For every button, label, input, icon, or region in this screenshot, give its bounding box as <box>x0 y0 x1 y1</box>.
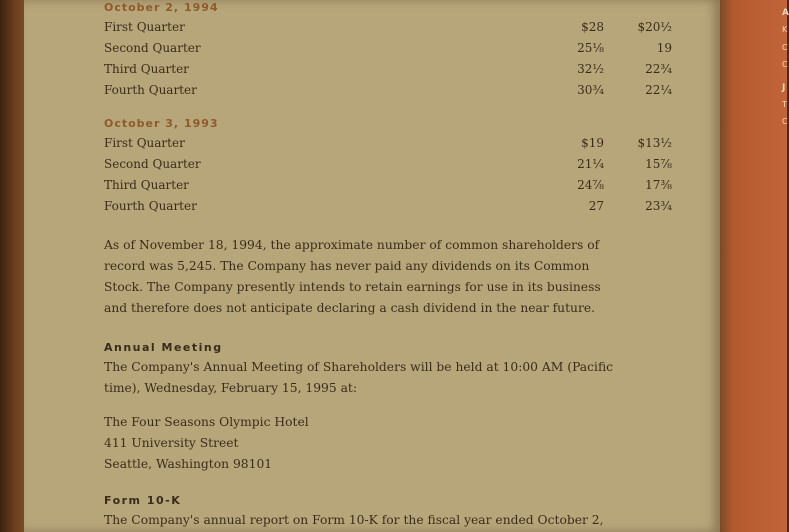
quarter-label: Third Quarter <box>104 62 189 76</box>
high-price: $19 <box>581 136 604 150</box>
adjacent-letter: J <box>782 83 786 93</box>
address-line: 411 University Street <box>104 436 239 450</box>
low-price: 19 <box>656 41 672 55</box>
high-price: 24⅞ <box>577 178 604 192</box>
quarter-label: Second Quarter <box>104 157 201 171</box>
low-price: 15⅞ <box>645 157 672 171</box>
quarter-label: First Quarter <box>104 20 185 34</box>
adjacent-letter: C <box>782 117 788 126</box>
quarter-label: First Quarter <box>104 136 185 150</box>
fiscal-1993-heading: October 3, 1993 <box>104 117 219 130</box>
adjacent-letter: C <box>782 43 788 52</box>
left-page-edge <box>0 0 24 532</box>
quarter-label: Third Quarter <box>104 178 189 192</box>
low-price: $13½ <box>637 136 672 150</box>
table-row <box>104 20 674 38</box>
quarter-label: Fourth Quarter <box>104 83 197 97</box>
form-10k-paragraph <box>104 510 674 531</box>
form-10k-heading: Form 10-K <box>104 494 182 507</box>
address-line: The Four Seasons Olympic Hotel <box>104 415 309 429</box>
table-row <box>104 136 674 154</box>
low-price: 22¼ <box>645 83 672 97</box>
adjacent-letter: C <box>782 60 788 69</box>
paragraph-line: time), Wednesday, February 15, 1995 at: <box>104 381 358 395</box>
table-row <box>104 199 674 217</box>
paragraph-line: record was 5,245. The Company has never paid any dividends on its Common <box>104 259 590 273</box>
fiscal-1994-heading: October 2, 1994 <box>104 1 219 14</box>
high-price: 27 <box>588 199 604 213</box>
annual-meeting-heading: Annual Meeting <box>104 341 223 354</box>
low-price: $20½ <box>637 20 672 34</box>
table-row <box>104 157 674 175</box>
high-price: 25⅛ <box>577 41 604 55</box>
high-price: $28 <box>581 20 604 34</box>
adjacent-page <box>720 0 787 532</box>
quarter-label: Fourth Quarter <box>104 199 197 213</box>
paragraph-line: The Company's Annual Meeting of Shareholders will be held at 10:00 AM (Pacific <box>104 360 614 374</box>
paragraph-line: As of November 18, 1994, the approximate number of common shareholders of <box>104 238 600 252</box>
low-price: 17⅜ <box>645 178 672 192</box>
quarter-label: Second Quarter <box>104 41 201 55</box>
table-row <box>104 41 674 59</box>
paragraph-line: and therefore does not anticipate declaring a cash dividend in the near future. <box>104 301 596 315</box>
table-row <box>104 62 674 80</box>
high-price: 30¾ <box>577 83 604 97</box>
annual-meeting-paragraph <box>104 357 674 399</box>
paragraph-line: Stock. The Company presently intends to retain earnings for use in its business <box>104 280 601 294</box>
adjacent-letter: A <box>782 8 789 18</box>
paragraph-line: The Company's annual report on Form 10-K for the fiscal year ended October 2, <box>104 513 604 527</box>
low-price: 23¾ <box>645 199 672 213</box>
high-price: 21¼ <box>577 157 604 171</box>
address-line: Seattle, Washington 98101 <box>104 457 273 471</box>
high-price: 32½ <box>577 62 604 76</box>
low-price: 22¾ <box>645 62 672 76</box>
table-row <box>104 178 674 196</box>
shareholders-paragraph <box>104 235 674 319</box>
table-row <box>104 83 674 101</box>
meeting-address <box>104 412 674 475</box>
adjacent-letter: K <box>782 25 788 34</box>
adjacent-letter: T <box>782 100 787 109</box>
